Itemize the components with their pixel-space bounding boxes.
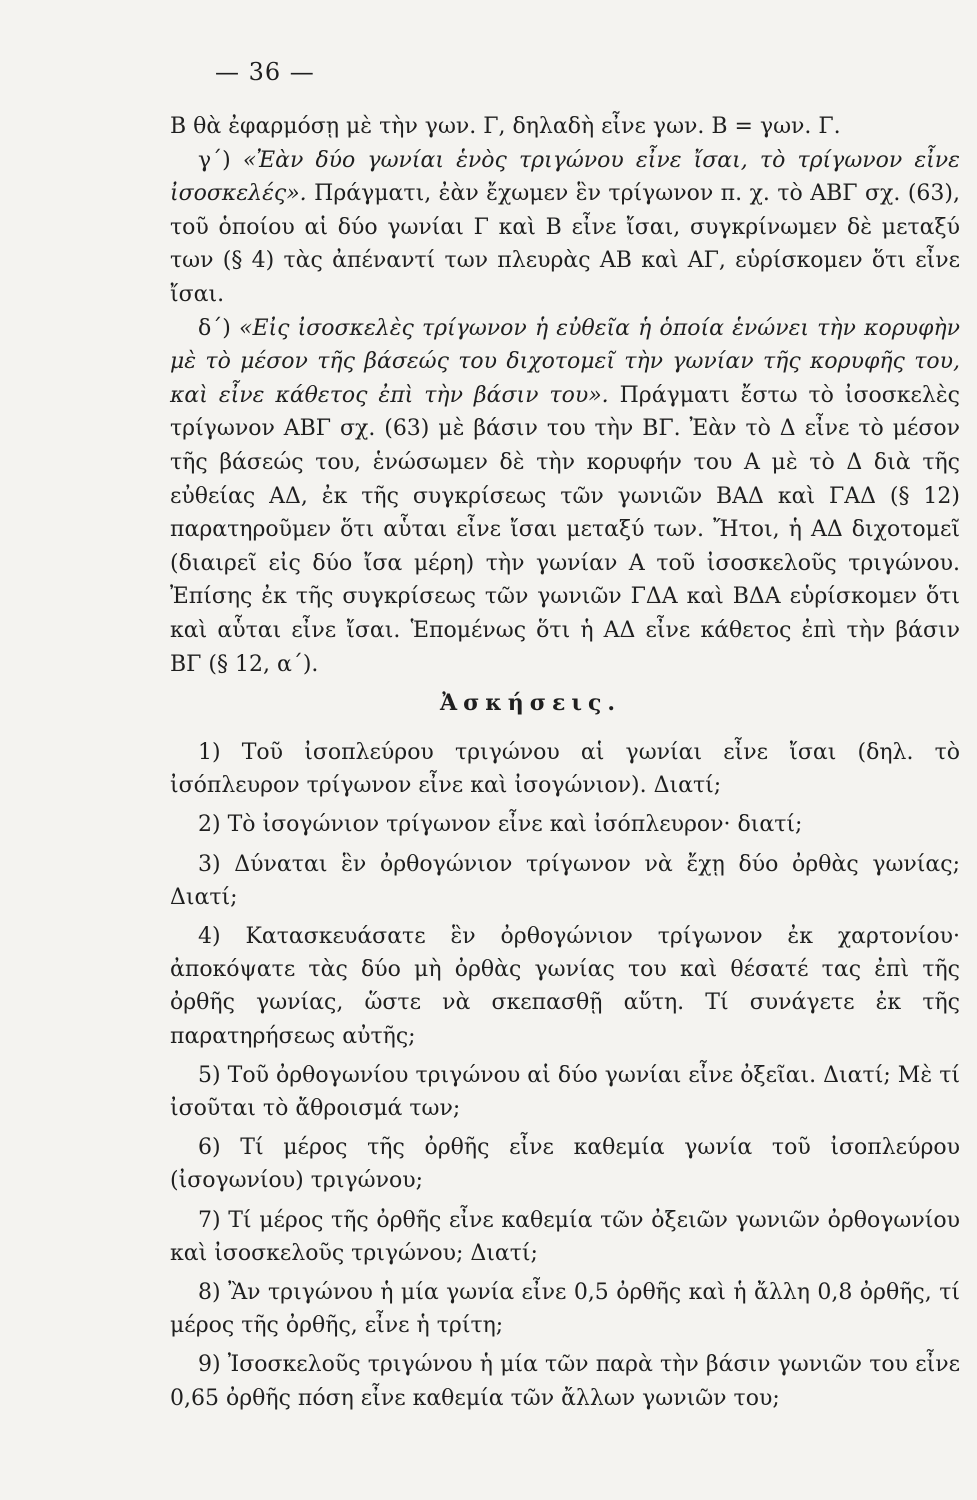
exercise-item: [170, 736, 960, 802]
exercise-item: [170, 808, 960, 841]
exercise-text: Ἂν τριγώνου ἡ μία γωνία εἶνε 0,5 ὀρθῆς καὶ ἡ ἄλλη 0,8 ὀρθῆς, τί μέρος τῆς ὀρθῆς, εἶνε ἡ τρίτη;: [170, 1280, 960, 1339]
paragraph-text: Β θὰ ἐφαρμόσῃ μὲ τὴν γων. Γ, δηλαδὴ εἶνε γων. Β = γων. Γ.: [170, 114, 841, 139]
section-title: Ἀσκήσεις.: [440, 690, 622, 716]
exercise-text: Τί μέρος τῆς ὀρθῆς εἶνε καθεμία τῶν ὀξειῶν γωνιῶν ὀρθογωνίου καὶ ἰσοσκελοῦς τριγώνου; Διατί;: [170, 1207, 960, 1266]
theorem-statement: «Ἐὰν δύο γωνίαι ἑνὸς τριγώνου εἶνε ἴσαι, τὸ τρίγωνον εἶνε ἰσοσκελές».: [170, 147, 960, 207]
exercise-text: Ἰσοσκελοῦς τριγώνου ἡ μία τῶν παρὰ τὴν βάσιν γωνιῶν του εἶνε 0,65 ὀρθῆς πόση εἶνε καθεμία τῶν ἄλλων γωνιῶν του;: [170, 1352, 960, 1411]
exercise-item: [170, 1131, 960, 1197]
exercise-number: 3): [198, 851, 221, 877]
exercise-item: [170, 1204, 960, 1270]
exercise-item: [170, 1276, 960, 1342]
exercise-text: Κατασκευάσατε ἓν ὀρθογώνιον τρίγωνον ἐκ χαρτονίου· ἀποκόψατε τὰς δύο μὴ ὀρθὰς γωνίας του καὶ θέσατέ τας ἐπὶ τῆς ὀρθῆς γωνίας, ὥστε νὰ σκεπασθῇ αὕτη. Τί συνάγετε ἐκ τῆς παρατηρήσεως αὐτῆς;: [170, 924, 960, 1049]
exercise-text: Δύναται ἓν ὀρθογώνιον τρίγωνον νὰ ἔχῃ δύο ὀρθὰς γωνίας; Διατί;: [170, 851, 961, 910]
exercise-item: [170, 848, 960, 914]
exercise-number: 8): [198, 1280, 221, 1306]
exercises-list: [170, 736, 960, 1421]
exercise-text: Τοῦ ἰσοπλεύρου τριγώνου αἱ γωνίαι εἶνε ἴσαι (δηλ. τὸ ἰσόπλευρον τρίγωνον εἶνε καὶ ἰσογώνιον). Διατί;: [170, 740, 960, 799]
exercise-number: 6): [198, 1135, 221, 1161]
paragraph-text: Πράγματι, ἐὰν ἔχωμεν ἓν τρίγωνον π. χ. τὸ ΑΒΓ σχ. (63), τοῦ ὁποίου αἱ δύο γωνίαι Γ καὶ Β εἶνε ἴσαι, συγκρίνωμεν δὲ μεταξύ των (§ 4) τὰς ἀπέναντί των πλευρὰς ΑΒ καὶ ΑΓ, εὑρίσκομεν ὅτι εἶνε ἴσαι.: [170, 181, 960, 307]
exercise-number: 5): [198, 1062, 221, 1088]
exercise-number: 9): [198, 1352, 221, 1378]
exercise-text: Τὸ ἰσογώνιον τρίγωνον εἶνε καὶ ἰσόπλευρον· διατί;: [227, 812, 803, 838]
exercise-text: Τί μέρος τῆς ὀρθῆς εἶνε καθεμία γωνία τοῦ ἰσοπλεύρου (ἰσογωνίου) τριγώνου;: [170, 1135, 960, 1194]
exercise-item: [170, 920, 960, 1053]
exercise-number: 1): [198, 740, 221, 765]
exercise-item: [170, 1059, 960, 1125]
theorem-statement: «Εἰς ἰσοσκελὲς τρίγωνον ἡ εὐθεῖα ἡ ὁποία ἑνώνει τὴν κορυφὴν μὲ τὸ μέσον τῆς βάσεώς του διχοτομεῖ τὴν γωνίαν τῆς κορυφῆς του, καὶ εἶνε κάθετος ἐπὶ τὴν βάσιν του».: [170, 315, 960, 408]
paragraph-text: Πράγματι ἔστω τὸ ἰσοσκελὲς τρίγωνον ΑΒΓ σχ. (63) μὲ βάσιν του τὴν ΒΓ. Ἐὰν τὸ Δ εἶνε τὸ μέσον τῆς βάσεώς του, ἑνώσωμεν δὲ τὴν κορυφήν του Α μὲ τὸ Δ διὰ τῆς εὐθείας ΑΔ, ἐκ τῆς συγκρίσεως τῶν γωνιῶν ΒΑΔ καὶ ΓΑΔ (§ 12) παρατηροῦμεν ὅτι αὗται εἶνε ἴσαι μεταξύ των. Ἤτοι, ἡ ΑΔ διχοτομεῖ (διαιρεῖ εἰς δύο ἴσα μέρη) τὴν γωνίαν Α τοῦ ἰσοσκελοῦς τριγώνου. Ἐπίσης ἐκ τῆς συγκρίσεως τῶν γωνιῶν ΓΔΑ καὶ ΒΔΑ εὑρίσκομεν ὅτι καὶ αὗται εἶνε ἴσαι. Ἑπομένως ὅτι ἡ ΑΔ εἶνε κάθετος ἐπὶ τὴν βάσιν ΒΓ (§ 12, α΄).: [170, 382, 960, 677]
exercise-text: Τοῦ ὀρθογωνίου τριγώνου αἱ δύο γωνίαι εἶνε ὀξεῖαι. Διατί; Μὲ τί ἰσοῦται τὸ ἄθροισμά των;: [170, 1062, 960, 1122]
paragraph-label: δ΄): [198, 315, 239, 341]
page-number: — 36 —: [215, 58, 315, 86]
exercise-number: 4): [198, 924, 221, 950]
paragraph-gamma: [170, 144, 960, 312]
exercise-number: 7): [198, 1207, 221, 1233]
exercise-item: [170, 1348, 960, 1414]
main-text: [170, 110, 960, 681]
paragraph-intro: [170, 110, 960, 144]
paragraph-delta: [170, 312, 960, 682]
exercise-number: 2): [198, 812, 221, 838]
paragraph-label: γ΄): [198, 147, 243, 173]
